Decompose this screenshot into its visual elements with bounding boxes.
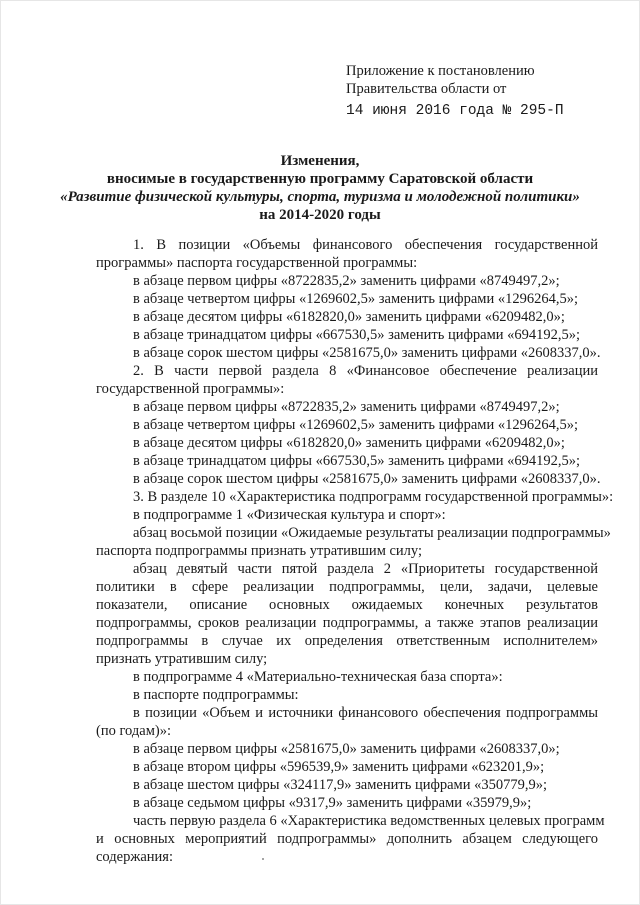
paragraph-line: (по годам)»: (96, 723, 171, 739)
paragraph-line: в абзаце первом цифры «2581675,0» заменить цифрами «2608337,0»; (133, 741, 560, 757)
paragraph-line: признать утратившим силу; (96, 651, 268, 667)
paragraph-line: содержания: (96, 849, 174, 865)
paragraph-line: 3. В разделе 10 «Характеристика подпрограмм государственной программы»: (133, 489, 614, 505)
paragraph-line: в абзаце втором цифры «596539,9» заменить цифрами «623201,9»; (133, 759, 545, 775)
paragraph-line: паспорта подпрограммы признать утратившим силу; (96, 543, 423, 559)
paragraph-line: политики в сфере реализации подпрограммы, цели, задачи, целевые (96, 579, 598, 595)
paragraph-line: подпрограммы в случае их определения ответственным исполнителем» (96, 633, 598, 649)
paragraph-line: в абзаце сорок шестом цифры «2581675,0» заменить цифрами «2608337,0». (133, 345, 601, 361)
paragraph-line: в абзаце первом цифры «8722835,2» заменить цифрами «8749497,2»; (133, 273, 560, 289)
paragraph-line: абзац восьмой позиции «Ожидаемые результаты реализации подпрограммы» (133, 525, 611, 541)
paragraph-line: в абзаце шестом цифры «324117,9» заменить цифрами «350779,9»; (133, 777, 548, 793)
paragraph-line: 2. В части первой раздела 8 «Финансовое обеспечение реализации (133, 363, 598, 379)
paragraph-line: в подпрограмме 4 «Материально-техническая база спорта»: (133, 669, 503, 685)
document-subtitle-1: вносимые в государственную программу Саратовской области (106, 171, 534, 187)
appendix-line-1: Приложение к постановлению (346, 63, 535, 79)
document-subtitle-2: «Развитие физической культуры, спорта, туризма и молодежной политики» (60, 189, 580, 205)
paragraph-line: 1. В позиции «Объемы финансового обеспечения государственной (133, 237, 598, 253)
paragraph-line: программы» паспорта государственной программы: (96, 255, 418, 271)
appendix-date-number: 14 июня 2016 года № 295-П (346, 103, 564, 119)
paragraph-line: в абзаце четвертом цифры «1269602,5» заменить цифрами «1296264,5»; (133, 291, 578, 307)
paragraph-line: в абзаце сорок шестом цифры «2581675,0» заменить цифрами «2608337,0». (133, 471, 601, 487)
paragraph-line: в позиции «Объем и источники финансового обеспечения подпрограммы (133, 705, 598, 721)
paragraph-line: и основных мероприятий подпрограммы» дополнить абзацем следующего (96, 831, 598, 847)
paragraph-line: абзац девятый части пятой раздела 2 «Приоритеты государственной (133, 561, 598, 577)
scan-speck (262, 858, 264, 860)
paragraph-line: в абзаце тринадцатом цифры «667530,5» заменить цифрами «694192,5»; (133, 327, 581, 343)
paragraph-line: подпрограммы, сроков реализации подпрограммы, а также этапов реализации (96, 615, 598, 631)
document-title: Изменения, (280, 153, 360, 169)
paragraph-line: в абзаце седьмом цифры «9317,9» заменить цифрами «35979,9»; (133, 795, 532, 811)
appendix-line-2: Правительства области от (346, 81, 507, 97)
paragraph-line: в подпрограмме 1 «Физическая культура и спорт»: (133, 507, 446, 523)
paragraph-line: в паспорте подпрограммы: (133, 687, 299, 703)
paragraph-line: в абзаце первом цифры «8722835,2» заменить цифрами «8749497,2»; (133, 399, 560, 415)
paragraph-line: часть первую раздела 6 «Характеристика ведомственных целевых программ (133, 813, 605, 829)
paragraph-line: в абзаце десятом цифры «6182820,0» заменить цифрами «6209482,0»; (133, 435, 565, 451)
paragraph-line: в абзаце четвертом цифры «1269602,5» заменить цифрами «1296264,5»; (133, 417, 578, 433)
paragraph-line: в абзаце тринадцатом цифры «667530,5» заменить цифрами «694192,5»; (133, 453, 581, 469)
paragraph-line: государственной программы»: (96, 381, 285, 397)
paragraph-line: показатели, описание основных ожидаемых конечных результатов (96, 597, 598, 613)
paragraph-line: в абзаце десятом цифры «6182820,0» заменить цифрами «6209482,0»; (133, 309, 565, 325)
document-subtitle-3: на 2014-2020 годы (259, 207, 381, 223)
